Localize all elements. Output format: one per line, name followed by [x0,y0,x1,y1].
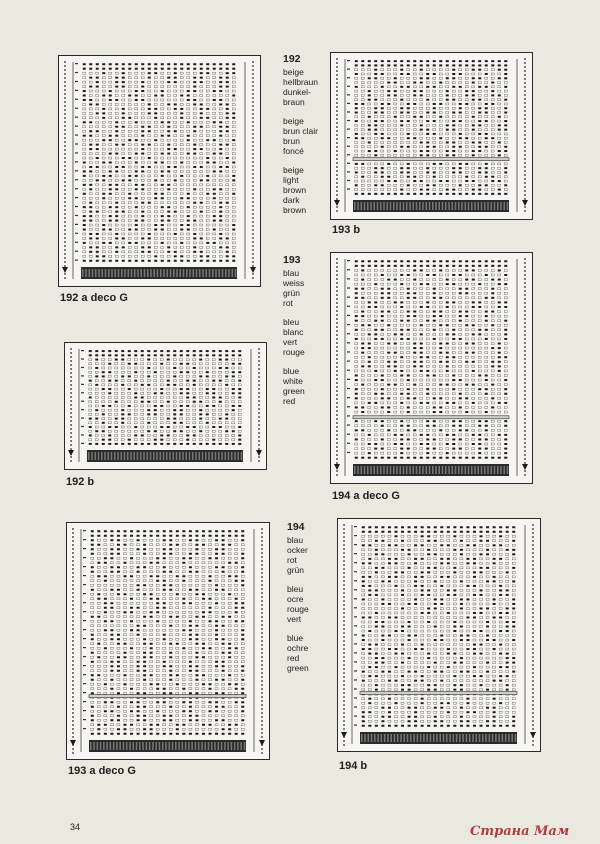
punch-pattern [59,56,259,285]
legend-line: blue [287,633,304,643]
legend-line: dark [283,195,300,205]
legend-line: ochre [287,643,309,653]
caption-194b: 194 b [339,760,368,772]
legend-number: 193 [283,254,301,266]
legend-line: red [287,653,300,663]
punchcard-193a [66,522,270,760]
legend-line: bleu [287,584,304,594]
legend-line: bleu [283,317,300,327]
legend-line: hellbraun [283,77,318,87]
legend-line: braun [283,97,305,107]
legend-line: green [283,386,305,396]
punchcard-192b [64,342,267,470]
punchcard-194a [330,252,533,484]
legend-line: brun clair [283,126,318,136]
legend-line: brown [283,205,307,215]
legend-line: ocre [287,594,304,604]
page-number: 34 [70,822,81,832]
punch-pattern [331,53,531,218]
legend-line: grün [287,565,305,575]
punch-pattern [67,523,268,758]
legend-line: green [287,663,309,673]
punch-pattern [338,519,539,750]
legend-line: rot [283,298,293,308]
legend-line: rouge [283,347,305,357]
legend-194 [287,522,357,682]
legend-english [287,633,357,673]
legend-192 [283,54,353,224]
legend-line: blau [287,535,304,545]
legend-line: weiss [283,278,305,288]
legend-line: rouge [287,604,309,614]
legend-french [287,584,357,624]
punchcard-194b [337,518,541,752]
watermark: Страна Мам [470,824,570,839]
legend-english [283,366,353,406]
legend-line: rot [287,555,297,565]
punch-pattern [331,253,531,482]
punchcard-193b [330,52,533,220]
legend-number: 192 [283,53,301,65]
caption-192a: 192 a deco G [60,292,128,304]
legend-line: blue [283,366,300,376]
caption-192b: 192 b [66,476,95,488]
punchcard-192a [58,55,261,287]
legend-line: ocker [287,545,308,555]
legend-line: beige [283,165,304,175]
legend-number: 194 [287,521,305,533]
legend-line: blanc [283,327,304,337]
legend-line: white [283,376,303,386]
legend-line: brun [283,136,301,146]
legend-german [287,535,357,575]
legend-line: vert [287,614,302,624]
legend-line: light [283,175,299,185]
legend-line: beige [283,67,304,77]
legend-line: beige [283,116,304,126]
legend-line: blau [283,268,300,278]
legend-193 [283,255,353,415]
caption-193a: 193 a deco G [68,765,136,777]
caption-194a: 194 a deco G [332,490,400,502]
legend-line: foncé [283,146,304,156]
legend-line: brown [283,185,307,195]
legend-german [283,268,353,308]
legend-german [283,67,353,107]
legend-french [283,317,353,357]
caption-193b: 193 b [332,224,361,236]
legend-line: red [283,396,296,406]
legend-english [283,165,353,215]
legend-line: vert [283,337,298,347]
legend-french [283,116,353,156]
legend-line: dunkel- [283,87,311,97]
legend-line: grün [283,288,301,298]
punch-pattern [65,343,265,468]
